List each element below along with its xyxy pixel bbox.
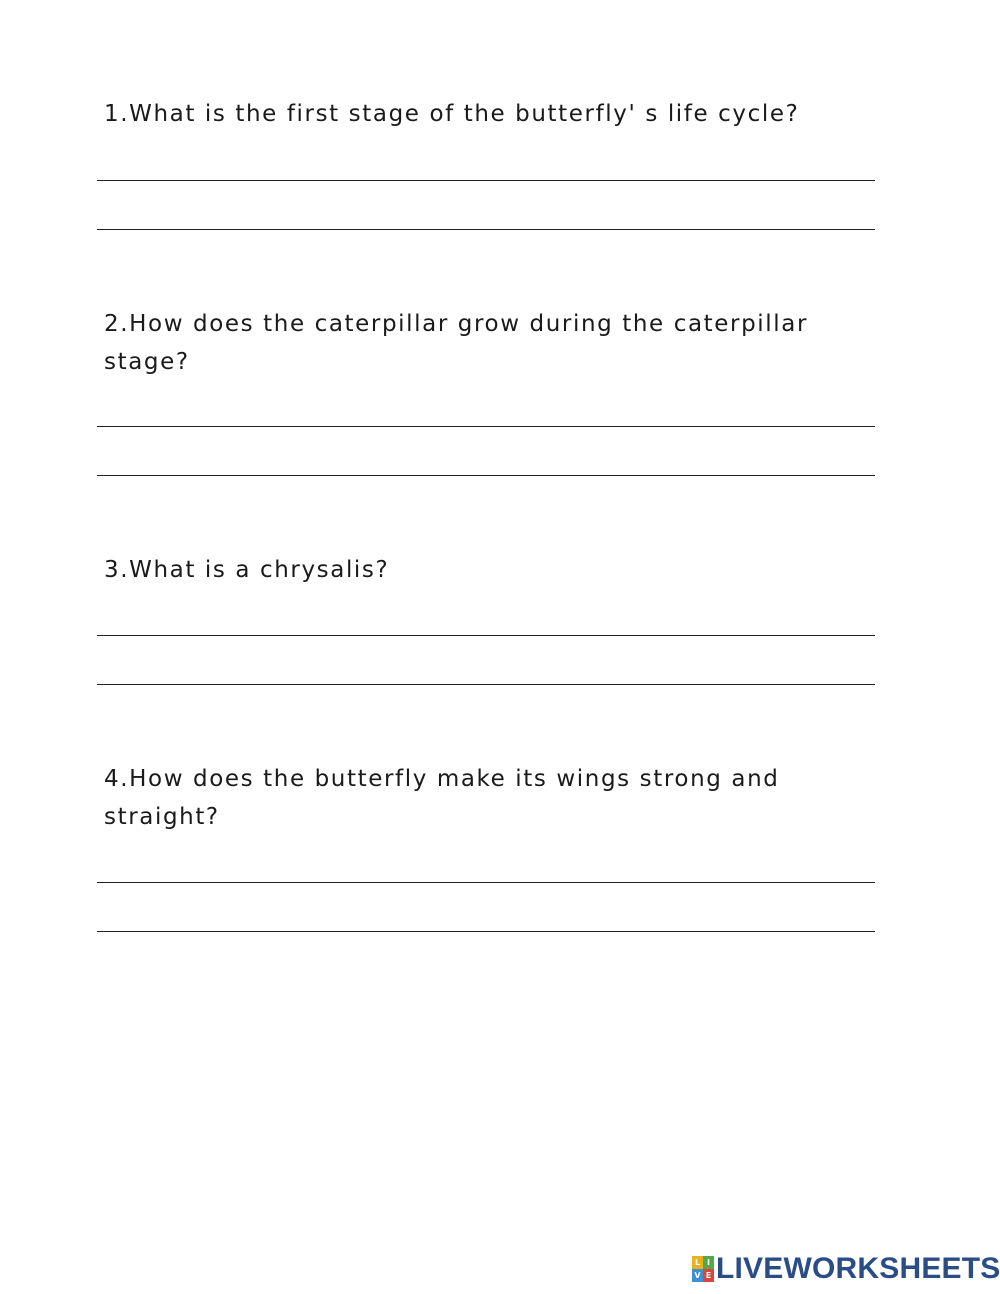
logo-letter-v: V [692,1269,703,1282]
question-3: 3.What is a chrysalis? [104,557,390,583]
question-4: 4.How does the butterfly make its wings strong and straight? [104,766,780,830]
answer-line-3a[interactable] [97,635,875,636]
answer-line-2b[interactable] [97,475,875,476]
logo-letter-l: L [692,1256,703,1269]
answer-line-4a[interactable] [97,882,875,883]
answer-line-1a[interactable] [97,180,875,181]
liveworksheets-brand [692,1254,1000,1284]
answer-line-2a[interactable] [97,426,875,427]
logo-letter-i: I [703,1256,714,1269]
question-1: 1.What is the first stage of the butterfly' s life cycle? [104,101,800,127]
answer-line-1b[interactable] [97,229,875,230]
question-2: 2.How does the caterpillar grow during the caterpillar stage? [104,311,808,375]
liveworksheets-logo-icon [692,1256,714,1282]
answer-line-4b[interactable] [97,931,875,932]
brand-name: LIVEWORKSHEETS [716,1252,1000,1285]
logo-letter-e: E [703,1269,714,1282]
answer-line-3b[interactable] [97,684,875,685]
